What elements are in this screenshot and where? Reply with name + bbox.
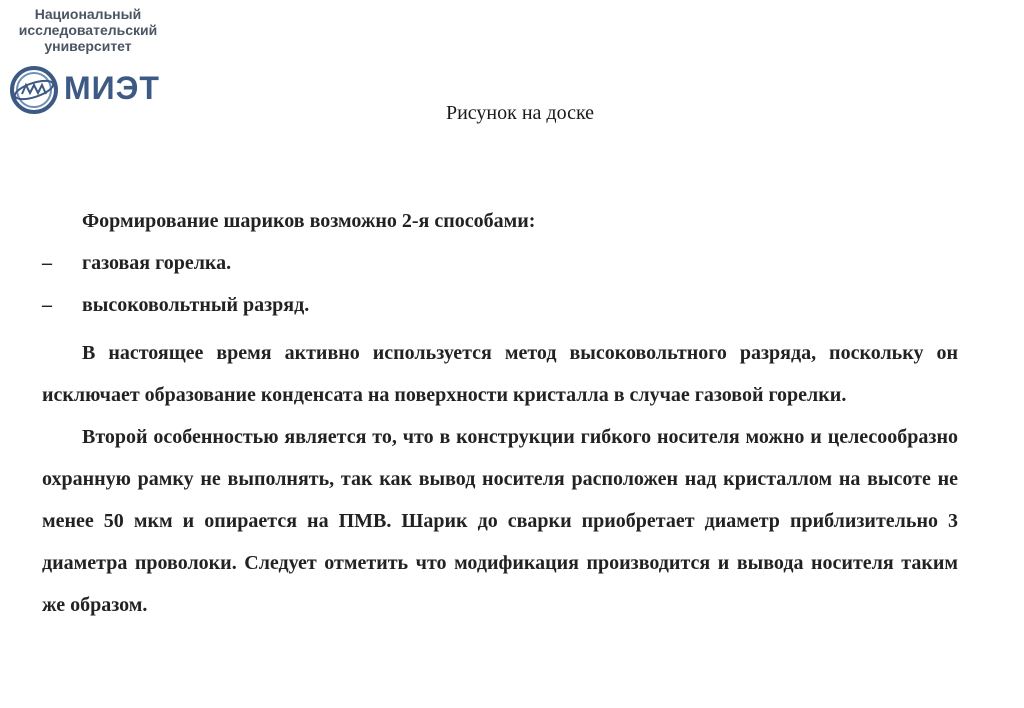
paragraph: В настоящее время активно используется метод высоковольтного разряда, поскольку он исключает образование конденсата на поверхности кристалла в случае газовой горелки. [42, 342, 958, 406]
section-heading: Формирование шариков возможно 2-я способами: [82, 210, 536, 232]
slide-body [42, 200, 958, 626]
paragraph: Второй особенностью является то, что в конструкции гибкого носителя можно и целесообразно охранную рамку не выполнять, так как вывод носителя расположен над кристаллом на высоте не менее 50 мкм и опирается на ПМВ. Шарик до сварки приобретает диаметр приблизительно 3 диаметра проволоки. Следует отметить что модификация производится и вывода носителя таким же образом. [42, 426, 958, 616]
list-item [42, 284, 958, 326]
bullet-dash: – [42, 252, 52, 274]
logo-caption [8, 6, 168, 54]
list-item [42, 242, 958, 284]
logo-name: МИЭТ [64, 70, 160, 106]
list-item-text: газовая горелка. [82, 252, 232, 274]
bullet-dash: – [42, 294, 52, 316]
logo-caption-line: университет [44, 38, 132, 54]
logo-caption-line: Национальный [34, 6, 142, 22]
list-item-text: высоковольтный разряд. [82, 294, 310, 316]
slide-title: Рисунок на доске [445, 102, 595, 124]
logo-caption-line: исследовательский [18, 22, 158, 38]
